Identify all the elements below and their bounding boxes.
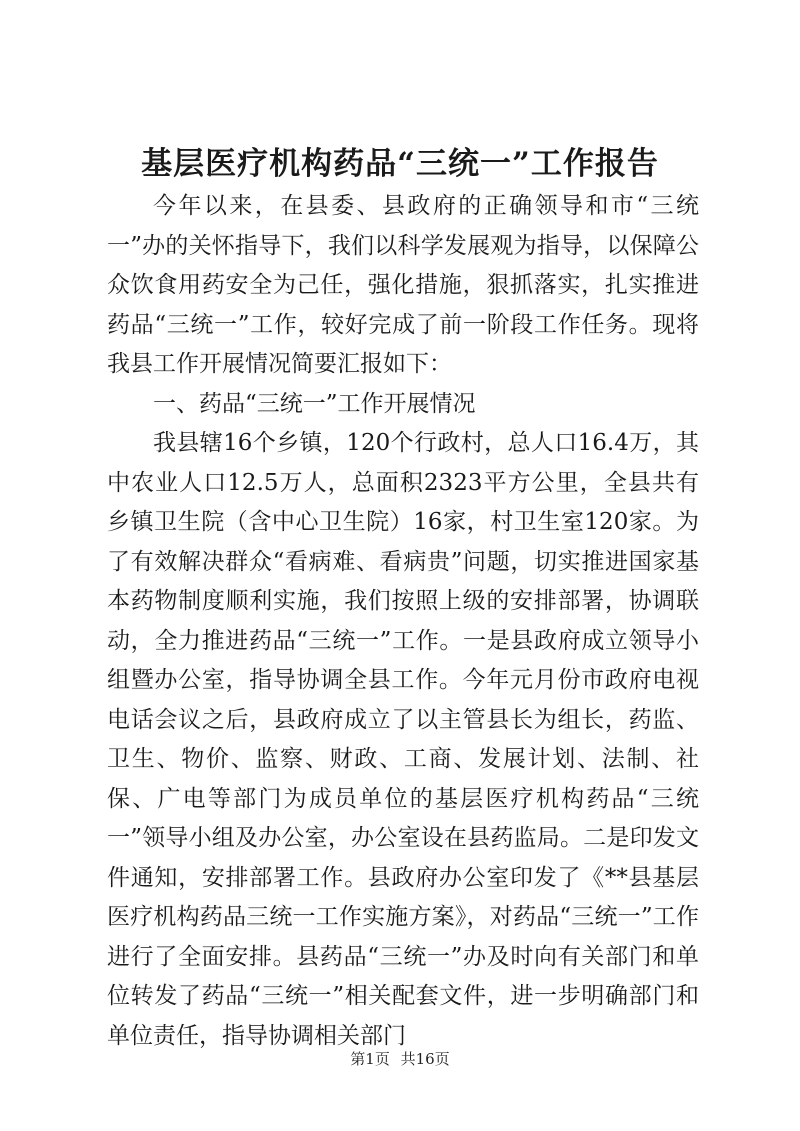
paragraph-situation: 我县辖16个乡镇，120个行政村，总人口16.4万，其中农业人口12.5万人，总面积2323平方公里，全县共有乡镇卫生院（含中心卫生院）16家，村卫生室120家。为了有效解决群众“看病难、看病贵”问题，切实推进国家基本药物制度顺利实施，我们按照上级的安排部署，协调联动，全力推进药品“三统一”工作。一是县政府成立领导小组暨办公室，指导协调全县工作。今年元月份市政府电视电话会议之后，县政府成立了以主管县长为组长，药监、卫生、物价、监察、财政、工商、发展计划、法制、社保、广电等部门为成员单位的基层医疗机构药品“三统一”领导小组及办公室，办公室设在县药监局。二是印发文件通知，安排部署工作。县政府办公室印发了《**县基层医疗机构药品三统一工作实施方案》，对药品“三统一”工作进行了全面安排。县药品“三统一”办及时向有关部门和单位转发了药品“三统一”相关配套文件，进一步明确部门和单位责任，指导协调相关部门: [107, 430, 699, 1049]
document-body: [107, 187, 699, 1056]
page-number: 第1页: [350, 1050, 390, 1068]
page-total: 共16页: [400, 1050, 450, 1068]
document-title: 基层医疗机构药品“三统一”工作报告: [141, 146, 659, 182]
page-footer: [0, 1048, 800, 1069]
paragraph-intro: 今年以来，在县委、县政府的正确领导和市“三统一”办的关怀指导下，我们以科学发展观为指导，以保障公众饮食用药安全为己任，强化措施，狠抓落实，扎实推进药品“三统一”工作，较好完成了前一阶段工作任务。现将我县工作开展情况简要汇报如下：: [107, 193, 699, 377]
section-heading: 一、药品“三统一”工作开展情况: [153, 390, 476, 417]
